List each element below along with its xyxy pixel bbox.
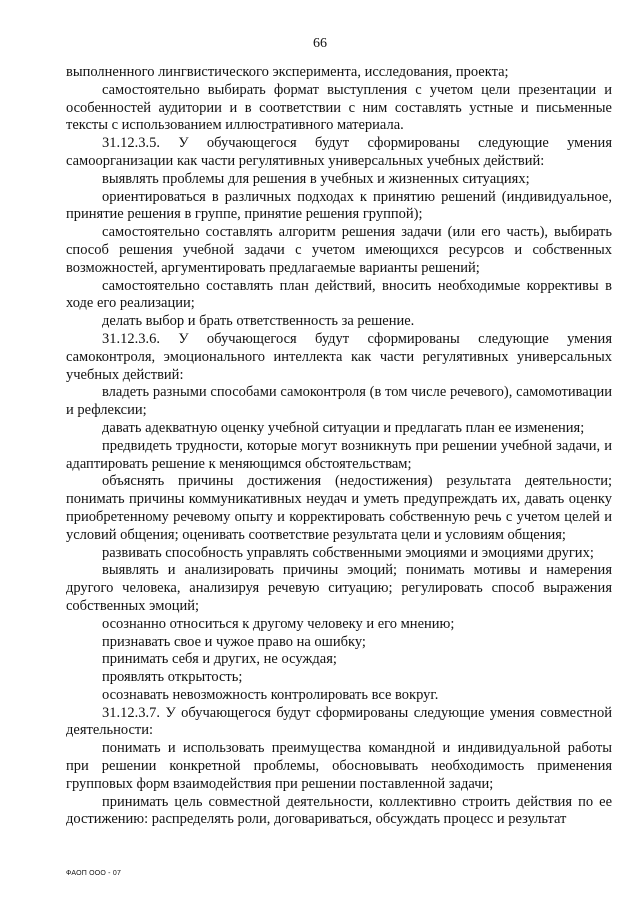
body-text xyxy=(66,64,612,829)
paragraph: выполненного лингвистического эксперимента, исследования, проекта; xyxy=(66,64,509,80)
section-heading-31-12-3-5: 31.12.3.5. У обучающегося будут сформированы следующие умения самоорганизации как части регулятивных универсальных учебных действий: xyxy=(66,135,612,169)
paragraph: ориентироваться в различных подходах к принятию решений (индивидуальное, принятие решения в группе, принятие решения группой); xyxy=(66,188,612,223)
paragraph: предвидеть трудности, которые могут возникнуть при решении учебной задачи, и адаптировать решение к меняющимся обстоятельствам; xyxy=(66,437,612,472)
paragraph: делать выбор и брать ответственность за решение. xyxy=(102,313,415,330)
paragraph: осознанно относиться к другому человеку и его мнению; xyxy=(102,615,455,632)
paragraph: самостоятельно составлять алгоритм решения задачи (или его часть), выбирать способ решения учебной задачи с учетом имеющихся ресурсов и собственных возможностей, аргументировать предлагаемые варианты решений; xyxy=(66,224,612,276)
paragraph: самостоятельно выбирать формат выступления с учетом цели презентации и особенностей аудитории и в соответствии с ним составлять устные и письменные тексты с использованием иллюстративного материала. xyxy=(66,81,612,134)
paragraph: выявлять проблемы для решения в учебных и жизненных ситуациях; xyxy=(102,170,530,187)
paragraph: принимать себя и других, не осуждая; xyxy=(102,651,337,668)
paragraph: признавать свое и чужое право на ошибку; xyxy=(102,633,366,650)
section-heading-31-12-3-7: 31.12.3.7. У обучающегося будут сформированы следующие умения совместной деятельности: xyxy=(66,704,612,739)
paragraph: владеть разными способами самоконтроля (в том числе речевого), самомотивации и рефлексии; xyxy=(66,384,612,419)
paragraph: принимать цель совместной деятельности, коллективно строить действия по ее достижению: распределять роли, договариваться, обсуждать процесс и результат xyxy=(66,793,612,828)
paragraph: объяснять причины достижения (недостижения) результата деятельности; понимать причины коммуникативных неудач и уметь предупреждать их, давать оценку приобретенному речевому опыту и корректировать собственную речь с учетом целей и условий общения; оценивать соответствие результата цели и условиям общения; xyxy=(66,473,612,543)
paragraph: развивать способность управлять собственными эмоциями и эмоциями других; xyxy=(102,544,594,561)
page-number: 66 xyxy=(313,36,327,51)
paragraph: осознавать невозможность контролировать все вокруг. xyxy=(102,686,439,703)
paragraph: понимать и использовать преимущества командной и индивидуальной работы при решении конкретной проблемы, обосновывать необходимость применения групповых форм взаимодействия при решении поставленной задачи; xyxy=(66,740,612,792)
footer-document-code: ФАОП ООО - 07 xyxy=(66,870,122,877)
paragraph: проявлять открытость; xyxy=(102,669,243,686)
paragraph: самостоятельно составлять план действий, вносить необходимые коррективы в ходе его реализации; xyxy=(66,277,612,312)
paragraph: давать адекватную оценку учебной ситуации и предлагать план ее изменения; xyxy=(102,419,585,436)
section-heading-31-12-3-6: 31.12.3.6. У обучающегося будут сформированы следующие умения самоконтроля, эмоционального интеллекта как части регулятивных универсальных учебных действий: xyxy=(66,330,612,383)
paragraph: выявлять и анализировать причины эмоций; понимать мотивы и намерения другого человека, анализируя речевую ситуацию; регулировать способ выражения собственных эмоций; xyxy=(66,562,612,614)
